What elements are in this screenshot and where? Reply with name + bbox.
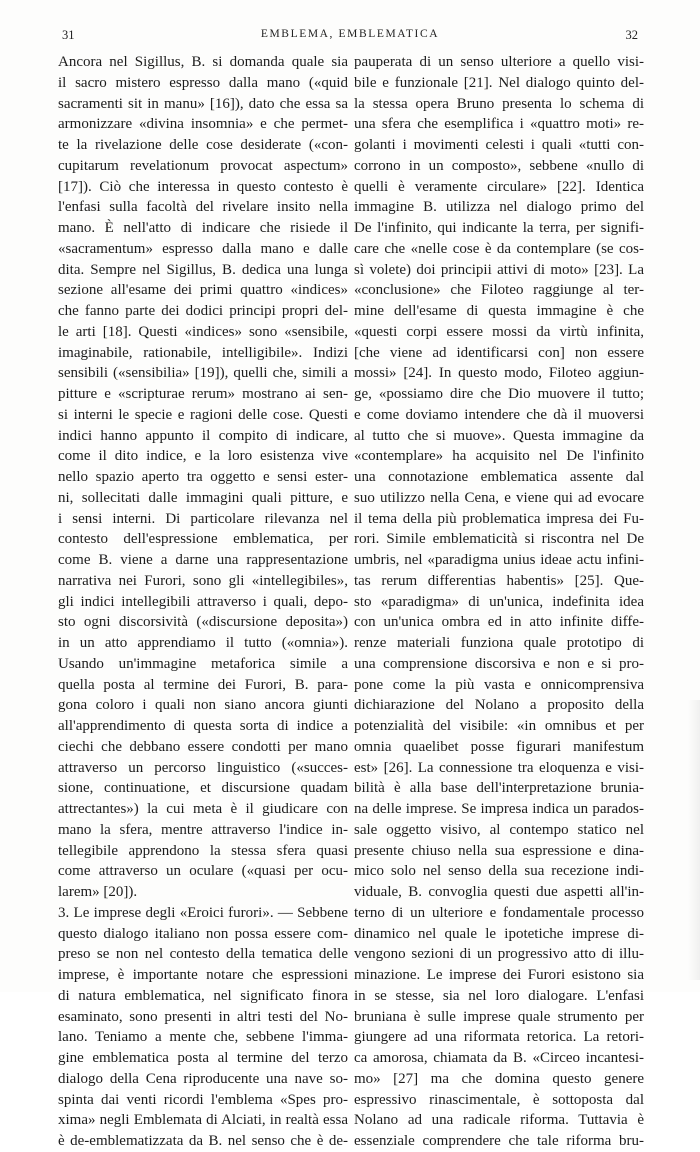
text-line: rori. Simile emblematicità si riscontra nel De [354, 531, 644, 548]
text-line: il sacro mistero espresso dalla mano («quid [58, 74, 348, 91]
text-line: vengono sezioni di un progressivo atto di illu- [354, 946, 644, 963]
text-line: minazione. Le imprese dei Furori esistono sia [354, 967, 644, 983]
text-line: una sfera che esemplifica i «quattro moti» re- [354, 116, 644, 133]
text-line: De l'infinito, qui indicante la terra, per signifi- [354, 220, 644, 236]
text-line: ca amorosa, chiamata da B. «Circeo incantesi- [354, 1050, 644, 1066]
text-line: indici hanno appunto il compito di indicare, [58, 427, 348, 444]
text-line: mo» [27] ma che domina questo genere [354, 1070, 644, 1087]
text-line: all'apprendimento di questa sorta di indice a [58, 718, 348, 734]
text-line: [che viene ad identificarsi con] non essere [354, 344, 644, 361]
text-column-left [58, 52, 348, 1149]
text-line: quelli è veramente circulare» [22]. Identica [354, 178, 644, 195]
text-line: «contemplare» ha acquisito nel De l'infinito [354, 448, 644, 465]
text-line: e come doviamo intendere che dà il muoversi [354, 406, 644, 423]
text-line: cupitarum revelationum provocat aspectum» [58, 157, 348, 174]
text-line: spinta dai venti ricordi l'emblema «Spes pro- [58, 1091, 348, 1108]
text-line: «conclusione» che Filoteo raggiunge al ter- [354, 282, 644, 299]
text-column-right [354, 52, 644, 1149]
text-line: lano. Teniamo a mente che, sebbene l'imma- [58, 1029, 348, 1046]
text-line: mossi» [24]. In questo modo, Filoteo aggiun- [354, 365, 644, 382]
text-line: questo dialogo italiano non possa essere com- [58, 925, 348, 942]
text-line: la stessa opera Bruno presenta lo schema di [354, 95, 644, 112]
text-line: corrono in un composto», sebbene «nullo di [354, 157, 644, 174]
text-line: care che «nelle cose è da contemplare (se cos- [354, 240, 644, 257]
text-line: bilità è alla base dell'interpretazione bruniа- [354, 780, 644, 797]
text-line: te la rivelazione delle cose desiderate («con- [58, 137, 348, 153]
text-line: Usando un'immagine metaforica simile a [58, 655, 348, 672]
text-line: sto «paradigma» di un'unica, indefinita idea [354, 593, 644, 610]
text-line: armonizzare «divina insomnia» e che permet- [58, 116, 348, 133]
text-line: ge, «possiamo dire che Dio muovere il tutto; [354, 386, 644, 402]
text-line: dinamico nel quale le ipotetiche imprese di- [354, 925, 644, 942]
text-line: preso se non nel contesto della tematica delle [58, 946, 348, 963]
text-line: 3. Le imprese degli «Eroici furori». — Sebbene [58, 904, 348, 921]
text-line: espressivo rinascimentale, è sottoposta dal [354, 1091, 644, 1108]
text-line: mano la sfera, mentre attraverso l'indice in- [58, 821, 348, 838]
text-line: umbris, nel «paradigma unius ideae actu infini- [354, 552, 644, 568]
text-line: dita. Sempre nel Sigillus, B. dedica una lunga [58, 261, 348, 278]
text-line: al tutto che si muove». Questa immagine da [354, 427, 644, 444]
text-line: in se stesse, sia nel loro dialogare. L'enfasi [354, 987, 644, 1004]
text-line: Ancora nel Sigillus, B. si domanda quale sia [58, 54, 348, 70]
text-line: ciechi che debbano essere condotti per mano [58, 738, 348, 755]
text-line: nello spazio aperto tra oggetto e sensi ester- [58, 469, 348, 485]
page-number-left: 31 [62, 28, 75, 42]
text-line: con un'unica ombra ed in atto infinite diffe- [354, 614, 644, 631]
text-line: larem» [20]). [58, 884, 138, 900]
text-line: sezione all'esame dei primi quattro «indices» [58, 282, 348, 299]
text-line: pitture e «scripturae rerum» mostrano ai sen- [58, 386, 348, 402]
text-line: esaminato, sono presenti in altri testi del No- [58, 1008, 348, 1025]
text-line: na delle imprese. Se impresa indica un parados- [354, 801, 644, 817]
text-line: terno di un ulteriore e fondamentale processo [354, 904, 644, 921]
text-line: Nolano ad una radicale riforma. Tuttavia è [354, 1112, 644, 1129]
text-line: «sacramentum» espresso dalla mano e dalle [58, 240, 348, 257]
text-line: gona coloro i quali non siano ancora giunti [58, 697, 348, 714]
text-line: renze materiali funziona quale prototipo di [354, 635, 644, 651]
text-line: sensibili («sensibilia» [19]), quelli che, simili a [58, 365, 348, 382]
text-line: di natura emblematica, nel significato finora [58, 987, 348, 1004]
text-line: bruniana è sulle imprese quale strumento per [354, 1008, 644, 1025]
text-line: è de-emblematizzata da B. nel senso che è de- [58, 1133, 348, 1149]
text-line: est» [26]. La connessione tra eloquenza e visi- [354, 759, 644, 776]
page-edge-shadow [688, 700, 700, 980]
text-line: narrativa nei Furori, sono gli «intellegibiles», [58, 572, 348, 589]
text-line: l'enfasi sulla facoltà del rivelare insito nella [58, 199, 348, 216]
text-line: come il dito indice, e la loro esistenza vive [58, 448, 348, 465]
text-line: gine emblematica posta al termine del terzo [58, 1050, 348, 1066]
text-line: xima» negli Emblemata di Alciati, in realtà essa [58, 1112, 348, 1129]
text-line: i sensi interni. Di particolare rilevanza nel [58, 510, 348, 527]
text-line: mine dell'esame di questa immagine è che [354, 303, 644, 319]
text-line: sto ogni discorsività («discursione deposita») [58, 614, 348, 631]
text-line: una connotazione emblematica assente dal [354, 469, 644, 485]
text-line: potenzialità del visibile: «in omnibus et per [354, 718, 644, 734]
text-line: golanti i movimenti celesti i quali «tutti con- [354, 137, 644, 153]
text-line: si interni le specie e ragioni delle cose. Questi [58, 406, 348, 423]
text-line: attrectantes») la cui meta è il giudicare con [58, 801, 348, 817]
text-line: pone come la più vasta e onnicomprensiva [354, 676, 644, 693]
text-line: bile e funzionale [21]. Nel dialogo quinto del- [354, 74, 644, 91]
text-line: le arti [18]. Questi «indices» sono «sensibile, [58, 323, 348, 340]
text-line: il tema della più problematica impresa dei Fu- [354, 510, 644, 527]
text-line: giungere ad una riformata retorica. La retori- [354, 1029, 644, 1046]
running-header [62, 28, 638, 46]
text-line: tellegibile apprendono la stessa sfera quasi [58, 842, 348, 859]
text-line: imaginabile, rationabile, intelligibile». Indizi [58, 344, 348, 361]
text-line: come B. viene a darne una rappresentazione [58, 552, 348, 568]
text-line: viduale, B. convoglia questi due aspetti all'in- [354, 884, 644, 900]
text-line: omnia quaelibet posse figurari manifestum [354, 738, 644, 755]
text-line: pauperata di un senso ulteriore a quello visi- [354, 54, 644, 70]
running-title: EMBLEMA, EMBLEMATICA [260, 28, 440, 40]
text-line: [17]). Ciò che interessa in questo contesto è [58, 178, 348, 195]
text-line: imprese, è importante notare che espressioni [58, 967, 348, 983]
text-line: immagine B. utilizza nel dialogo primo del [354, 199, 644, 216]
text-line: sione, continuatione, et discursione quadam [58, 780, 348, 797]
page-number-right: 32 [625, 28, 638, 42]
text-line: una comprensione discorsiva e non e si pro- [354, 655, 644, 672]
text-line: tas rerum differentias habentis» [25]. Que- [354, 572, 644, 589]
text-line: quella posta al termine dei Furori, B. para- [58, 676, 348, 693]
text-line: sacramenti sit in manu» [16]), dato che essa sa [58, 95, 348, 112]
text-line: sì volete) doi principii attivi di moto» [23]. La [354, 261, 644, 278]
text-line: «questi corpi essere mossi da virtù infinita, [354, 323, 644, 340]
text-line: attraverso un percorso linguistico («succes- [58, 759, 348, 776]
text-line: suo utilizzo nella Cena, e viene qui ad evocare [354, 489, 644, 506]
text-line: come attraverso un oculare («quasi per ocu- [58, 863, 348, 880]
text-line: dialogo della Cena riproducente una nave so- [58, 1070, 348, 1087]
text-line: contesto dell'espressione emblematica, per [58, 531, 348, 548]
text-line: che fanno parte dei dodici principi propri del- [58, 303, 348, 319]
text-line: essenziale comprendere che tale riforma bru- [354, 1133, 644, 1149]
text-line: ni, sollecitati dalle immagini quali pitture, e [58, 489, 348, 506]
text-line: presente chiuso nella sua espressione e dina- [354, 842, 644, 859]
text-line: in un atto apprendiamo il tutto («omnia»). [58, 635, 348, 651]
text-line: gli indici intellegibili attraverso i quali, depo- [58, 593, 348, 610]
text-line: mano. È nell'atto di indicare che risiede il [58, 220, 348, 236]
text-line: sale oggetto visivo, al contempo statico nel [354, 821, 644, 838]
text-line: mico solo nel senso della sua recezione indi- [354, 863, 644, 880]
text-line: dichiarazione del Nolano a proposito della [354, 697, 644, 714]
